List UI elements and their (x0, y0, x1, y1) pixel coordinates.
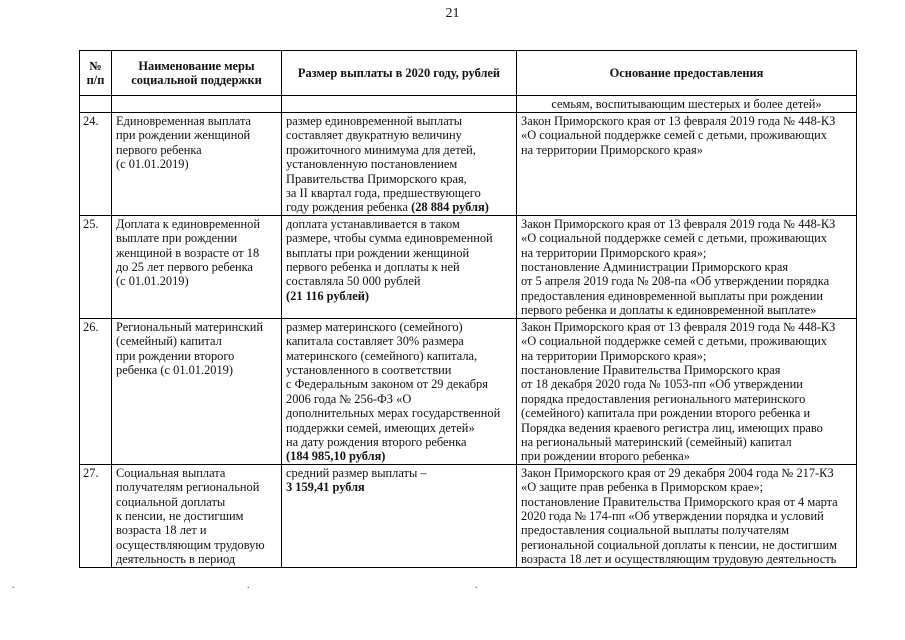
measure-name-line: Социальная выплата (116, 465, 226, 480)
payment-amount-value: (21 116 рублей) (286, 288, 369, 303)
row-number: 26. (80, 318, 112, 464)
legal-basis-line: Закон Приморского края от 13 февраля 2019 года № 448-КЗ (521, 319, 836, 334)
legal-basis-line: Закон Приморского края от 13 февраля 2019 года № 448-КЗ (521, 114, 836, 128)
payment-amount-line: составляет двукратную величину (286, 128, 462, 143)
legal-basis-line: постановление Правительства Приморского края от 4 марта (521, 494, 838, 509)
legal-basis-line: на региональный материнский (семейный) капитал (521, 434, 792, 449)
measure-name-line: при рождении второго (116, 348, 235, 363)
payment-amount-line: дополнительных мерах государственной (286, 406, 501, 421)
measure-name-line: к пенсии, не достигшим (116, 508, 244, 523)
legal-basis-line: «О социальной поддержке семей с детьми, проживающих (521, 231, 827, 246)
legal-basis-line: от 18 декабря 2020 года № 1053-пп «Об утверждении (521, 377, 803, 392)
legal-basis-line: возраста 18 лет и осуществляющим трудовую деятельность (521, 552, 837, 567)
table-row (80, 215, 857, 318)
legal-basis-line: порядка предоставления регионального материнского (521, 391, 806, 406)
payment-amount-line: выплаты при рождении женщиной (286, 245, 470, 260)
legal-basis-line: на территории Приморского края» (521, 142, 703, 157)
measure-name-line: до 25 лет первого ребенка (116, 260, 253, 275)
legal-basis-line: 2020 года № 174-пп «Об утверждении порядка и условий (521, 508, 824, 523)
measure-name (112, 464, 282, 567)
payment-amount-value: (28 884 рубля) (411, 200, 489, 215)
payment-amount-line: Правительства Приморского края, (286, 171, 467, 186)
payment-amount-total-line (286, 289, 512, 303)
measure-name-line: Региональный материнский (116, 319, 263, 334)
payment-amount-line: капитала составляет 30% размера (286, 334, 464, 349)
header-num: № п/п (80, 51, 112, 96)
payment-amount-line: прожиточного минимума для детей, (286, 142, 476, 157)
payment-amount-line: размере, чтобы сумма единовременной (286, 231, 493, 246)
payment-amount (282, 464, 517, 567)
payment-amount-line: 2006 года № 256-ФЗ «О (286, 391, 412, 406)
page-number: 21 (445, 6, 460, 21)
row-number: 27. (80, 464, 112, 567)
table-header-row (80, 51, 857, 96)
legal-basis-line: региональной социальной доплаты к пенсии, не достигшим (521, 537, 838, 552)
payment-amount-line: первого ребенка и доплаты к ней (286, 260, 460, 275)
payment-amount-value: 3 159,41 рубля (286, 480, 365, 495)
legal-basis-line: на территории Приморского края»; (521, 348, 707, 363)
payment-amount-line: установленную постановлением (286, 157, 458, 172)
continuation-text: семьям, воспитывающим шестерых и более детей» (517, 96, 857, 113)
payment-amount-line: средний размер выплаты – (286, 465, 427, 480)
payment-amount-line: размер материнского (семейного) (286, 319, 463, 334)
measure-name-line: социальной доплаты (116, 494, 226, 509)
legal-basis-line: «О социальной поддержке семей с детьми, проживающих (521, 128, 827, 143)
payment-amount-line: размер единовременной выплаты (286, 114, 463, 128)
measure-name-line: ребенка (с 01.01.2019) (116, 362, 234, 377)
row-number: 24. (80, 113, 112, 216)
payment-amount-line: материнского (семейного) капитала, (286, 348, 478, 363)
legal-basis-line: Порядка ведения краевого регистра лиц, имеющих право (521, 420, 823, 435)
payment-amount-total-line (286, 449, 512, 463)
payment-amount-value: (184 985,10 рубля) (286, 449, 386, 464)
payment-amount-text: году рождения ребенка (286, 200, 412, 215)
measure-name-line: осуществляющим трудовую (116, 537, 265, 552)
scan-dot: . (12, 580, 15, 591)
payment-amount-line: на дату рождения второго ребенка (286, 434, 467, 449)
row-number: 25. (80, 215, 112, 318)
payment-amount-total-line (286, 200, 512, 214)
measure-name-line: получателям региональной (116, 480, 260, 495)
payment-amount-line: составляла 50 000 рублей (286, 274, 421, 289)
measure-name-line: при рождении женщиной (116, 128, 251, 143)
legal-basis-line: предоставления единовременной выплаты при рождении (521, 288, 824, 303)
legal-basis (517, 464, 857, 567)
payment-amount-line: за II квартал года, предшествующего (286, 186, 481, 201)
legal-basis-line: на территории Приморского края»; (521, 245, 707, 260)
legal-basis (517, 318, 857, 464)
legal-basis-line: постановление Администрации Приморского края (521, 260, 789, 275)
continuation-row (80, 96, 857, 113)
payment-amount-line: с Федеральным законом от 29 декабря (286, 377, 488, 392)
header-name: Наименование меры социальной поддержки (112, 51, 282, 96)
legal-basis-line: «О социальной поддержке семей с детьми, проживающих (521, 334, 827, 349)
measure-name (112, 215, 282, 318)
measure-name (112, 318, 282, 464)
measure-name (112, 113, 282, 216)
payment-amount-line: поддержки семей, имеющих детей» (286, 420, 475, 435)
social-support-table (79, 50, 857, 568)
legal-basis-line: Закон Приморского края от 29 декабря 2004 года № 217-КЗ (521, 465, 834, 480)
payment-amount (282, 113, 517, 216)
table-row (80, 113, 857, 216)
legal-basis-line: предоставления социальной выплаты получателям (521, 523, 790, 538)
legal-basis-line: «О защите прав ребенка в Приморском крае»; (521, 480, 764, 495)
scan-dot: . (247, 580, 250, 591)
legal-basis-line: постановление Правительства Приморского края (521, 362, 781, 377)
legal-basis-line: от 5 апреля 2019 года № 208-па «Об утверждении порядка (521, 274, 830, 289)
payment-amount-total-line (286, 480, 512, 494)
legal-basis-line: первого ребенка и доплаты к единовременной выплате» (521, 303, 817, 318)
legal-basis-line: Закон Приморского края от 13 февраля 2019 года № 448-КЗ (521, 216, 836, 231)
legal-basis-line: (семейного) капитала при рождении второго ребенка и (521, 406, 811, 421)
payment-amount-line: установленного в соответствии (286, 362, 452, 377)
header-basis: Основание предоставления (517, 51, 857, 96)
measure-name-line: (с 01.01.2019) (116, 157, 189, 172)
payment-amount (282, 318, 517, 464)
measure-name-line: деятельность в период (116, 552, 236, 567)
measure-name-line: женщиной в возрасте от 18 (116, 245, 260, 260)
measure-name-line: выплате при рождении (116, 231, 238, 246)
payment-amount (282, 215, 517, 318)
table-row (80, 464, 857, 567)
measure-name-line: первого ребенка (116, 142, 202, 157)
measure-name-line: Доплата к единовременной (116, 216, 260, 231)
measure-name-line: Единовременная выплата (116, 114, 252, 128)
header-amount: Размер выплаты в 2020 году, рублей (282, 51, 517, 96)
legal-basis (517, 215, 857, 318)
measure-name-line: (с 01.01.2019) (116, 274, 189, 289)
legal-basis (517, 113, 857, 216)
scan-dot: . (475, 580, 478, 591)
table-row (80, 318, 857, 464)
legal-basis-line: при рождении второго ребенка» (521, 449, 690, 464)
payment-amount-line: доплата устанавливается в таком (286, 216, 460, 231)
measure-name-line: возраста 18 лет и (116, 523, 207, 538)
measure-name-line: (семейный) капитал (116, 334, 222, 349)
